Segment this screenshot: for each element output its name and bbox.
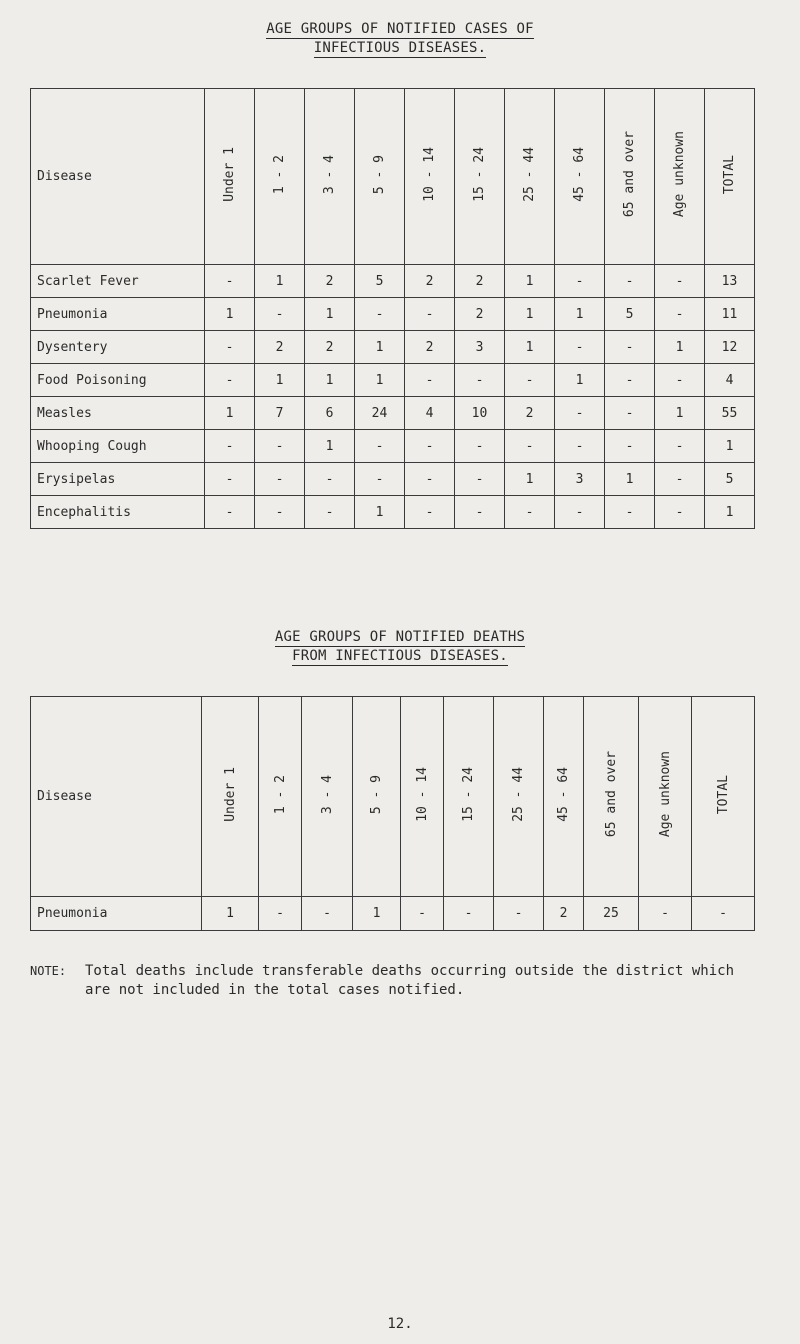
count-cell: 1: [255, 364, 305, 397]
table1-title-line2: INFECTIOUS DISEASES.: [313, 40, 487, 56]
count-cell: -: [605, 331, 655, 364]
count-cell: 1: [355, 364, 405, 397]
count-cell: -: [505, 430, 555, 463]
column-header-label: TOTAL: [715, 774, 731, 815]
count-cell: -: [255, 298, 305, 331]
count-cell: 2: [455, 265, 505, 298]
count-cell: -: [555, 496, 605, 529]
disease-name-cell: Erysipelas: [31, 463, 205, 496]
total-cell: -: [692, 897, 755, 931]
table-row: [31, 397, 755, 430]
column-header: [405, 89, 455, 265]
disease-name-cell: Food Poisoning: [31, 364, 205, 397]
column-header-label: 15 - 24: [461, 767, 476, 822]
count-cell: 1: [355, 331, 405, 364]
column-header-label: Age unknown: [657, 751, 673, 838]
table2-title-line1: AGE GROUPS OF NOTIFIED DEATHS: [274, 629, 526, 645]
total-cell: 5: [705, 463, 755, 496]
column-header: [353, 697, 401, 897]
count-cell: 1: [505, 298, 555, 331]
count-cell: 1: [505, 463, 555, 496]
total-cell: 1: [705, 430, 755, 463]
count-cell: -: [494, 897, 544, 931]
count-cell: 1: [655, 331, 705, 364]
count-cell: 1: [505, 265, 555, 298]
count-cell: -: [555, 397, 605, 430]
column-header: [555, 89, 605, 265]
count-cell: -: [205, 331, 255, 364]
count-cell: -: [405, 430, 455, 463]
count-cell: -: [302, 897, 353, 931]
count-cell: -: [259, 897, 302, 931]
column-header: [692, 697, 755, 897]
count-cell: -: [455, 364, 505, 397]
count-cell: -: [605, 265, 655, 298]
count-cell: 1: [355, 496, 405, 529]
column-header-label: Disease: [37, 789, 92, 804]
table2-title: [0, 628, 800, 666]
count-cell: -: [355, 430, 405, 463]
count-cell: 24: [355, 397, 405, 430]
table-row: [31, 897, 755, 931]
table1-title: [0, 20, 800, 58]
table-row: [31, 364, 755, 397]
count-cell: -: [555, 331, 605, 364]
count-cell: -: [655, 463, 705, 496]
count-cell: 2: [305, 265, 355, 298]
column-header-label: 1 - 2: [272, 774, 288, 815]
column-header-label: TOTAL: [722, 154, 737, 195]
count-cell: 1: [205, 298, 255, 331]
column-header: [505, 89, 555, 265]
count-cell: 1: [305, 298, 355, 331]
column-header: [544, 697, 584, 897]
note-text: Total deaths include transferable deaths occurring outside the district which are not included in the total cases notified.: [85, 963, 735, 998]
count-cell: -: [505, 496, 555, 529]
table-row: [31, 496, 755, 529]
column-header: [305, 89, 355, 265]
column-header: [255, 89, 305, 265]
column-header-label: 1 - 2: [272, 154, 287, 195]
count-cell: -: [405, 298, 455, 331]
count-cell: -: [455, 496, 505, 529]
count-cell: 1: [505, 331, 555, 364]
table2-title-line2: FROM INFECTIOUS DISEASES.: [292, 648, 508, 664]
column-header-label: 65 and over: [622, 131, 637, 218]
column-header-label: 10 - 14: [414, 767, 430, 822]
count-cell: -: [605, 430, 655, 463]
count-cell: 1: [255, 265, 305, 298]
column-header: [205, 89, 255, 265]
count-cell: 6: [305, 397, 355, 430]
total-cell: 55: [705, 397, 755, 430]
total-cell: 1: [705, 496, 755, 529]
total-cell: 13: [705, 265, 755, 298]
disease-name-cell: Pneumonia: [31, 897, 202, 931]
column-header: [355, 89, 405, 265]
column-header-label: 45 - 64: [572, 147, 587, 202]
count-cell: -: [655, 298, 705, 331]
column-header-label: Under 1: [222, 767, 238, 822]
column-header-label: Age unknown: [672, 131, 687, 218]
column-header: [259, 697, 302, 897]
count-cell: 10: [455, 397, 505, 430]
count-cell: 5: [355, 265, 405, 298]
table-row: [31, 430, 755, 463]
count-cell: -: [355, 298, 405, 331]
disease-name-cell: Dysentery: [31, 331, 205, 364]
footnote: [30, 962, 750, 1000]
column-header-label: 65 and over: [603, 751, 619, 838]
count-cell: 1: [655, 397, 705, 430]
count-cell: -: [205, 463, 255, 496]
column-header-label: 45 - 64: [556, 767, 571, 822]
count-cell: 25: [584, 897, 639, 931]
count-cell: 2: [405, 331, 455, 364]
table-header-row: [31, 89, 755, 265]
count-cell: -: [555, 265, 605, 298]
count-cell: -: [655, 496, 705, 529]
count-cell: 1: [353, 897, 401, 931]
count-cell: -: [205, 430, 255, 463]
column-header-label: 5 - 9: [372, 154, 387, 195]
table-header-row: [31, 697, 755, 897]
count-cell: 3: [555, 463, 605, 496]
table-row: [31, 463, 755, 496]
table1-title-line1: AGE GROUPS OF NOTIFIED CASES OF: [266, 21, 534, 37]
count-cell: 5: [605, 298, 655, 331]
count-cell: 2: [405, 265, 455, 298]
disease-name-cell: Whooping Cough: [31, 430, 205, 463]
count-cell: -: [305, 463, 355, 496]
count-cell: -: [655, 364, 705, 397]
table-row: [31, 265, 755, 298]
total-cell: 12: [705, 331, 755, 364]
column-header: [655, 89, 705, 265]
column-header: [202, 697, 259, 897]
column-header-label: Under 1: [222, 147, 237, 202]
deaths-table: [30, 696, 755, 931]
table-row: [31, 331, 755, 364]
count-cell: -: [605, 364, 655, 397]
disease-name-cell: Measles: [31, 397, 205, 430]
count-cell: 1: [555, 298, 605, 331]
count-cell: 1: [305, 430, 355, 463]
column-header-disease: [31, 697, 202, 897]
total-cell: 4: [705, 364, 755, 397]
disease-name-cell: Pneumonia: [31, 298, 205, 331]
count-cell: 1: [202, 897, 259, 931]
count-cell: -: [405, 463, 455, 496]
column-header: [302, 697, 353, 897]
column-header: [494, 697, 544, 897]
count-cell: -: [444, 897, 494, 931]
column-header: [444, 697, 494, 897]
count-cell: -: [605, 397, 655, 430]
count-cell: -: [205, 496, 255, 529]
column-header: [455, 89, 505, 265]
column-header-label: 10 - 14: [422, 147, 437, 202]
count-cell: 1: [555, 364, 605, 397]
count-cell: -: [405, 364, 455, 397]
count-cell: 2: [544, 897, 584, 931]
column-header: [605, 89, 655, 265]
count-cell: -: [455, 463, 505, 496]
column-header-label: 3 - 4: [322, 154, 337, 195]
column-header-label: 3 - 4: [319, 774, 335, 815]
table-row: [31, 298, 755, 331]
column-header-label: Disease: [37, 169, 92, 184]
count-cell: 1: [205, 397, 255, 430]
total-cell: 11: [705, 298, 755, 331]
count-cell: -: [639, 897, 692, 931]
column-header-label: 5 - 9: [369, 774, 384, 815]
count-cell: -: [655, 265, 705, 298]
count-cell: -: [605, 496, 655, 529]
count-cell: -: [205, 265, 255, 298]
count-cell: -: [555, 430, 605, 463]
count-cell: 2: [455, 298, 505, 331]
count-cell: -: [355, 463, 405, 496]
count-cell: -: [405, 496, 455, 529]
column-header: [705, 89, 755, 265]
column-header-label: 25 - 44: [522, 147, 537, 202]
count-cell: -: [505, 364, 555, 397]
page-number: 12.: [387, 1316, 413, 1332]
count-cell: -: [305, 496, 355, 529]
count-cell: 1: [605, 463, 655, 496]
column-header: [584, 697, 639, 897]
count-cell: -: [255, 463, 305, 496]
note-label: NOTE:: [30, 964, 67, 978]
disease-name-cell: Encephalitis: [31, 496, 205, 529]
column-header-disease: [31, 89, 205, 265]
column-header-label: 15 - 24: [472, 147, 487, 202]
count-cell: -: [255, 430, 305, 463]
count-cell: 1: [305, 364, 355, 397]
column-header: [401, 697, 444, 897]
count-cell: 4: [405, 397, 455, 430]
count-cell: -: [455, 430, 505, 463]
cases-table: [30, 88, 755, 529]
count-cell: -: [655, 430, 705, 463]
count-cell: 3: [455, 331, 505, 364]
count-cell: 2: [305, 331, 355, 364]
column-header: [639, 697, 692, 897]
count-cell: -: [401, 897, 444, 931]
count-cell: 7: [255, 397, 305, 430]
disease-name-cell: Scarlet Fever: [31, 265, 205, 298]
count-cell: 2: [255, 331, 305, 364]
count-cell: -: [205, 364, 255, 397]
count-cell: 2: [505, 397, 555, 430]
column-header-label: 25 - 44: [511, 767, 526, 822]
count-cell: -: [255, 496, 305, 529]
